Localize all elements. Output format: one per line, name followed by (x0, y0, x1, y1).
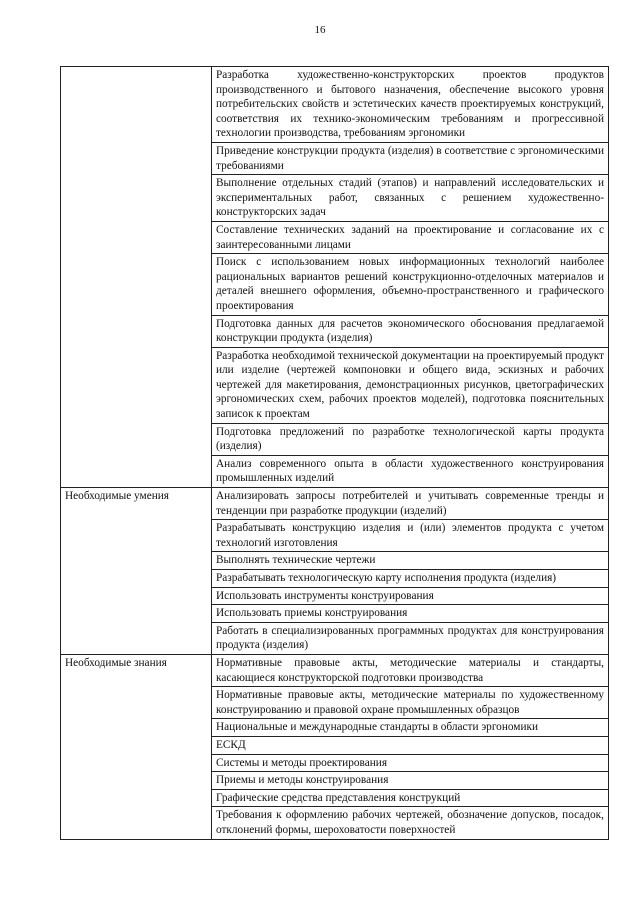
table-cell-item: Национальные и международные стандарты в области эргономики (212, 719, 609, 737)
table-cell-item: Составление технических заданий на проектирование и согласование их с заинтересованными лицами (212, 221, 609, 253)
table-cell-item: Разрабатывать технологическую карту исполнения продукта (изделия) (212, 570, 609, 588)
table-cell-item: Выполнение отдельных стадий (этапов) и направлений исследовательских и экспериментальных работ, связанных с решением художественно-конструкторских задач (212, 175, 609, 222)
table-cell-item: Работать в специализированных программных продуктах для конструирования продукта (изделия) (212, 622, 609, 654)
table-cell-item: Использовать приемы конструирования (212, 605, 609, 623)
table-cell-item: Разработка художественно-конструкторских проектов продуктов производственного и бытового назначения, обеспечение высокого уровня потребительских свойств и эстетических качеств проектируемых конструкций, соответствия их технико-экономическим требованиям и прогрессивной технологии производства, требованиям эргономики (212, 67, 609, 143)
table-cell-item: Выполнять технические чертежи (212, 552, 609, 570)
table-cell-item: Системы и методы проектирования (212, 754, 609, 772)
table-cell-item: Подготовка данных для расчетов экономического обоснования предлагаемой конструкции продукта (изделия) (212, 315, 609, 347)
page-number: 16 (314, 24, 326, 36)
table-cell-item: Приведение конструкции продукта (изделия) в соответствие с эргономическими требованиями (212, 142, 609, 174)
table-cell-item: Требования к оформлению рабочих чертежей, обозначение допусков, посадок, отклонений формы, шероховатости поверхностей (212, 807, 609, 839)
table-cell-item: Использовать инструменты конструирования (212, 587, 609, 605)
table-cell-item: Подготовка предложений по разработке технологической карты продукта (изделия) (212, 423, 609, 455)
table-cell-item: Анализировать запросы потребителей и учитывать современные тренды и тенденции при разработке продукции (изделий) (212, 488, 609, 520)
table-cell-item: Анализ современного опыта в области художественного конструирования промышленных изделий (212, 455, 609, 487)
table-cell-item: Графические средства представления конструкций (212, 789, 609, 807)
table-row (61, 488, 609, 520)
section-label: Необходимые умения (61, 488, 212, 655)
table-cell-item: Разработка необходимой технической документации на проектируемый продукт или изделие (чертежей компоновки и общего вида, эскизных и рабочих чертежей для макетирования, демонстрационных рисунков, цветографических эргономических схем, рабочих проектов моделей), подготовка пояснительных записок к проектам (212, 347, 609, 423)
table-cell-item: Разрабатывать конструкцию изделия и (или) элементов продукта с учетом технологий изготовления (212, 520, 609, 552)
page-bottom-margin (0, 880, 640, 905)
table-cell-item: Поиск с использованием новых информационных технологий наиболее рациональных вариантов решений конструкционно-отделочных материалов и деталей внешнего оформления, объемно-пространственного и графического проектирования (212, 254, 609, 315)
table-cell-item: Нормативные правовые акты, методические материалы и стандарты, касающиеся конструкторской подготовки производства (212, 654, 609, 686)
table-cell-item: Нормативные правовые акты, методические материалы по художественному конструированию и правовой охране промышленных образцов (212, 687, 609, 719)
table-cell-item: Приемы и методы конструирования (212, 772, 609, 790)
section-label (61, 67, 212, 488)
table-row (61, 654, 609, 686)
competency-table (60, 66, 609, 840)
table-row (61, 67, 609, 143)
section-label: Необходимые знания (61, 654, 212, 839)
table-cell-item: ЕСКД (212, 736, 609, 754)
